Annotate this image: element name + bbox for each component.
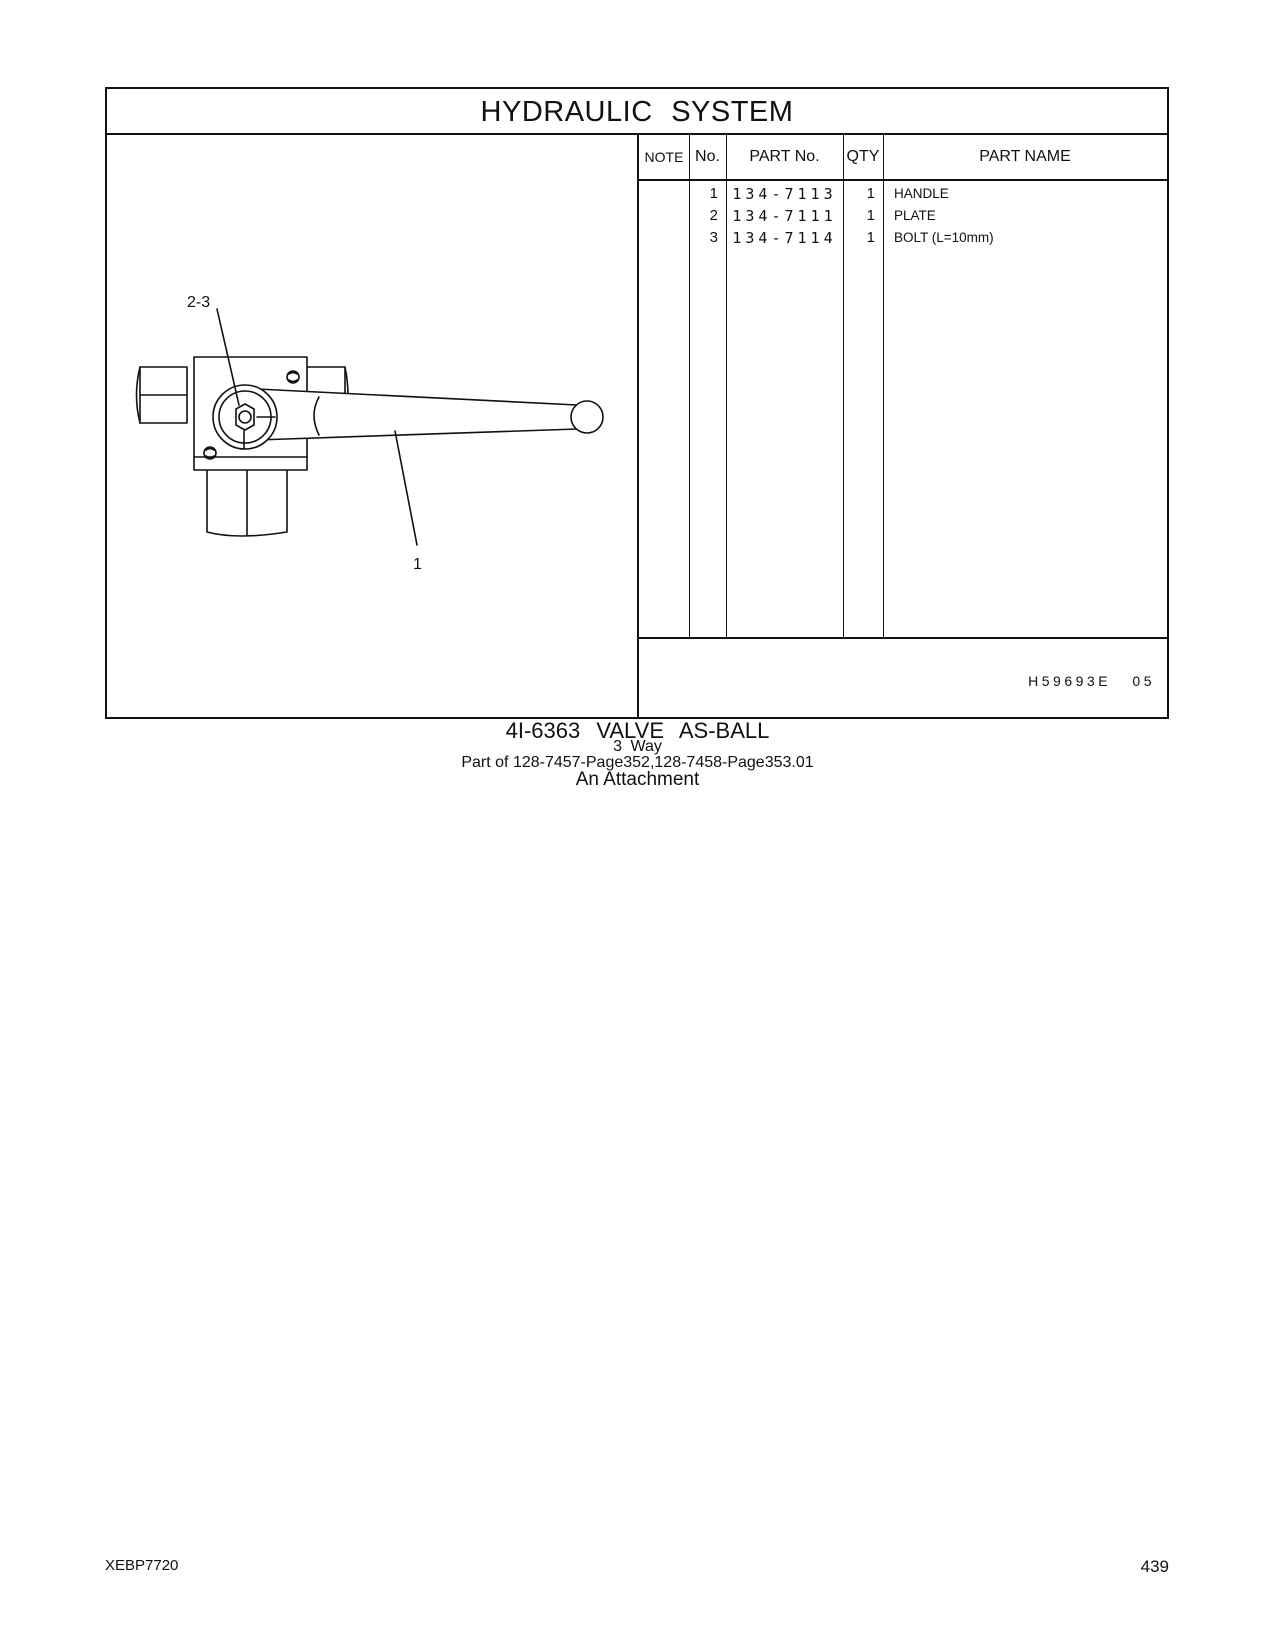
row-3-part-no: 134-7114 [732,229,837,247]
table-footer-divider [639,637,1167,639]
row-2-part-no: 134-7111 [732,207,837,225]
illustration-ref-code: H59693E 05 [1028,673,1155,689]
ball-valve-drawing [107,135,639,719]
row-1-qty: 1 [866,185,875,202]
parts-table [639,135,1167,719]
header-divider [639,179,1167,181]
caption-attachment: An Attachment [575,769,700,790]
row-3-no: 3 [709,229,718,246]
row-1-part-name: HANDLE [894,186,949,201]
caption-title: 4I-6363 VALVE AS-BALL [505,718,770,743]
header-part-no: PART No. [749,148,820,165]
column-divider [883,135,884,639]
header-note: NOTE [644,149,684,165]
valve-illustration [107,135,639,719]
document-id: XEBP7720 [105,1557,179,1574]
row-2-no: 2 [709,207,718,224]
row-2-part-name: PLATE [894,208,936,223]
header-no: No. [695,148,720,165]
row-3-qty: 1 [866,229,875,246]
caption-part-of: Part of 128-7457-Page352,128-7458-Page353.01 [461,754,814,771]
parts-frame [105,87,1169,719]
row-3-part-name: BOLT (L=10mm) [894,230,994,245]
row-1-no: 1 [709,185,718,202]
header-qty: QTY [846,148,880,165]
row-1-part-no: 134-7113 [732,185,837,203]
callout-label-1: 1 [413,556,422,573]
section-title: HYDRAULIC SYSTEM [107,89,1167,135]
caption-subtitle: 3 Way [613,738,662,755]
header-part-name: PART NAME [979,148,1071,165]
callout-label-2-3: 2-3 [187,294,211,311]
row-2-qty: 1 [866,207,875,224]
page-number: 439 [1140,1557,1169,1576]
